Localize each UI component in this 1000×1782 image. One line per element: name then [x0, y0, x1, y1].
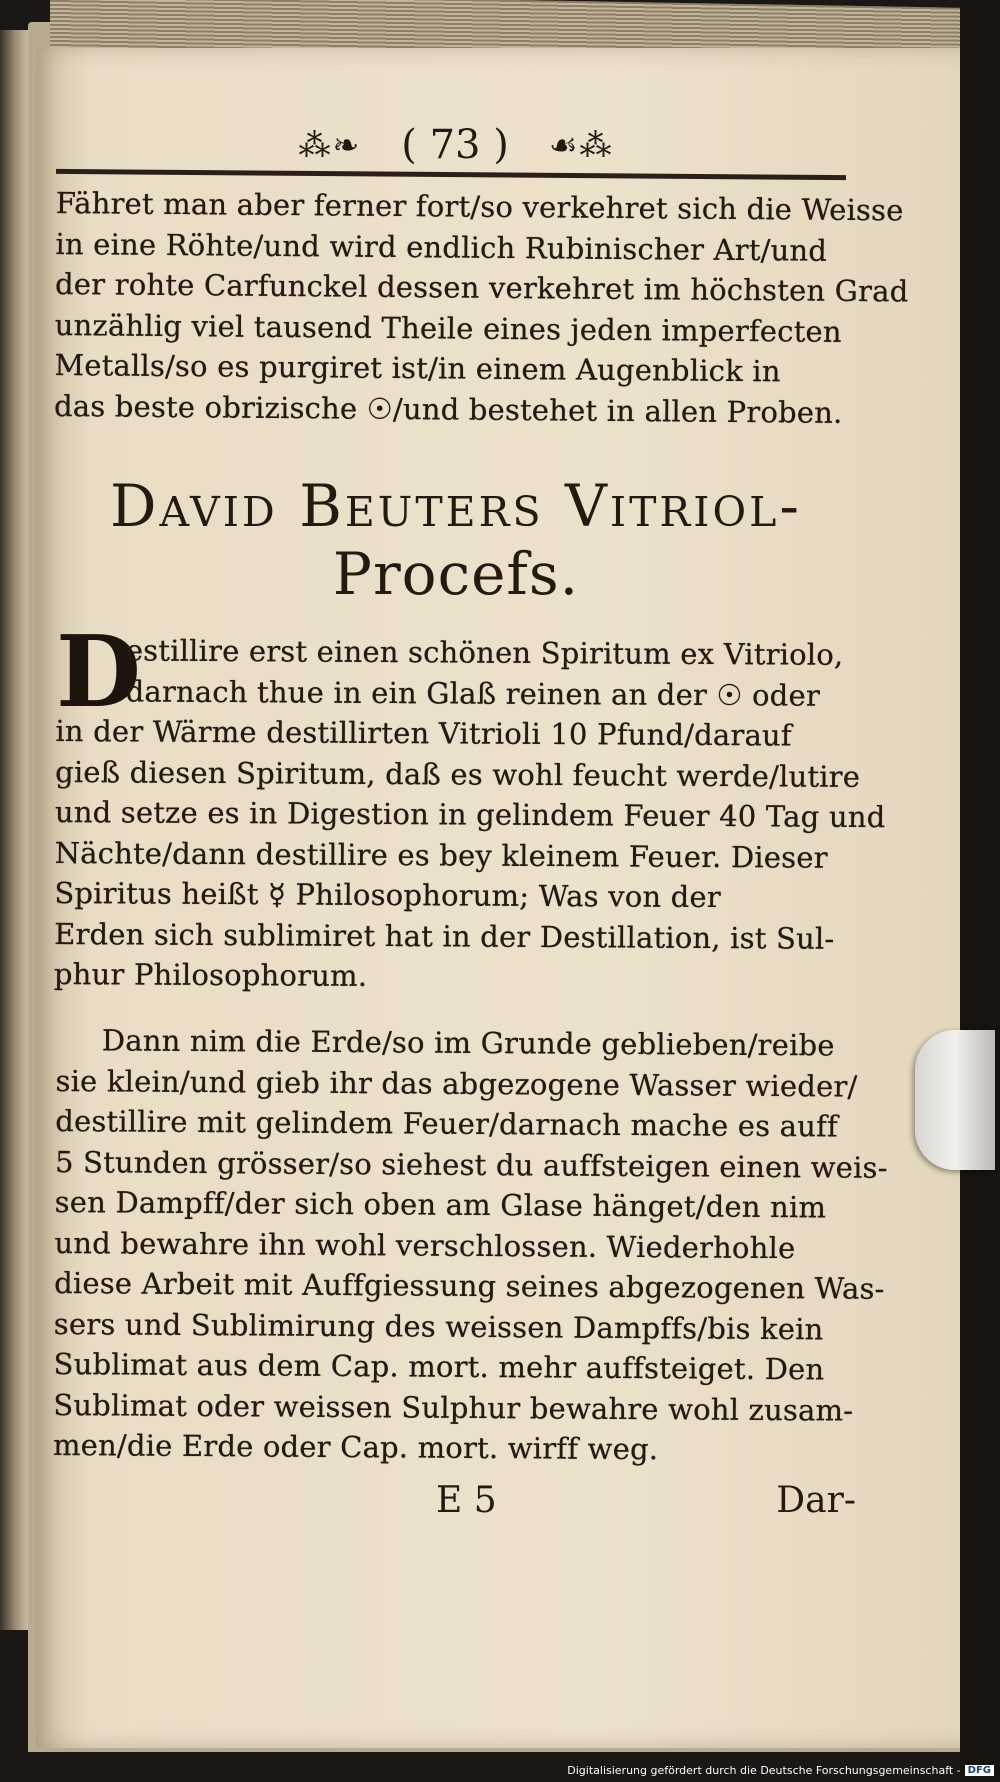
page-number: ( 73 )	[401, 122, 509, 168]
text-line: Dann nim die Erde/so im Grunde geblieben/reibe	[101, 1023, 835, 1063]
text-line: phur Philosophorum.	[53, 956, 368, 993]
text-line: unzählig viel tausend Theile eines jeden imperfecten	[54, 307, 842, 349]
text-line: der rohte Carfunckel dessen verkehret im höchsten Grad	[54, 266, 909, 309]
text-line: Metalls/so es purgiret ist/in einem Augenblick in	[54, 347, 781, 389]
text-line: sers und Sublimirung des weissen Dampffs/bis kein	[53, 1306, 824, 1346]
funding-credit	[567, 1762, 994, 1778]
ornament-right-icon: ☙⁂	[548, 126, 614, 164]
text-line: 5 Stunden grösser/so siehest du auffsteigen einen weis-	[54, 1144, 888, 1185]
text-line: Spiritus heißt ☿ Philosophorum; Was von der	[54, 875, 722, 915]
dfg-logo: DFG	[965, 1765, 994, 1776]
text-line: sie klein/und gieb ihr das abgezogene Wasser wieder/	[55, 1063, 858, 1104]
text-line: gieß diesen Spiritum, daß es wohl feucht werde/lutire	[55, 754, 861, 794]
section-title-line-1: David Beuters Vitriol-	[110, 472, 802, 540]
text-line: in eine Röhte/und wird endlich Rubinischer Art/und	[55, 226, 828, 268]
text-line: das beste obrizische ☉/und bestehet in allen Proben.	[53, 388, 843, 430]
text-line: destillire mit gelindem Feuer/darnach mache es auff	[55, 1103, 839, 1144]
drop-cap: D	[56, 615, 141, 730]
text-line: Erden sich sublimiret hat in der Destillation, ist Sul-	[54, 916, 835, 956]
signature-mark: E 5	[436, 1480, 497, 1521]
page-footer	[56, 1480, 856, 1530]
text-line: und setze es in Digestion in gelindem Feuer 40 Tag und	[54, 794, 886, 835]
text-line: darnach thue in ein Glaß reinen an der ☉ oder	[125, 673, 821, 713]
text-line: diese Arbeit mit Auffgiessung seines abgezogenen Was-	[54, 1265, 885, 1306]
text-line: Sublimat oder weissen Sulphur bewahre wohl zusam-	[53, 1387, 854, 1428]
paragraph-1	[53, 183, 909, 433]
text-line: in der Wärme destillirten Vitrioli 10 Pfund/darauf	[55, 713, 792, 753]
catchword: Dar-	[776, 1480, 856, 1521]
text-line: und bewahre ihn wohl verschlossen. Wiederhohle	[54, 1225, 796, 1265]
page-clip-tab	[915, 1030, 995, 1170]
text-line: men/die Erde oder Cap. mort. wirff weg.	[52, 1427, 659, 1467]
paragraph-3	[52, 1020, 888, 1471]
ornament-left-icon: ⁂❧	[298, 126, 362, 164]
text-line: Nächte/dann destillire es bey kleinem Feuer. Dieser	[54, 835, 828, 875]
section-title-line-2: Procefs.	[332, 540, 580, 608]
scan-background	[960, 0, 1000, 1782]
text-line: estillire erst einen schönen Spiritum ex Vitriolo,	[125, 633, 844, 672]
text-line: sen Dampff/der sich oben am Glase hänget/den nim	[54, 1184, 827, 1225]
text-line: Sublimat aus dem Cap. mort. mehr auffsteiget. Den	[53, 1346, 825, 1387]
credit-text: Digitalisierung gefördert durch die Deutsche Forschungsgemeinschaft -	[567, 1763, 961, 1777]
paragraph-2	[53, 615, 886, 999]
running-head	[56, 120, 856, 170]
text-line: Fähret man aber ferner fort/so verkehret sich die Weisse	[55, 185, 904, 228]
